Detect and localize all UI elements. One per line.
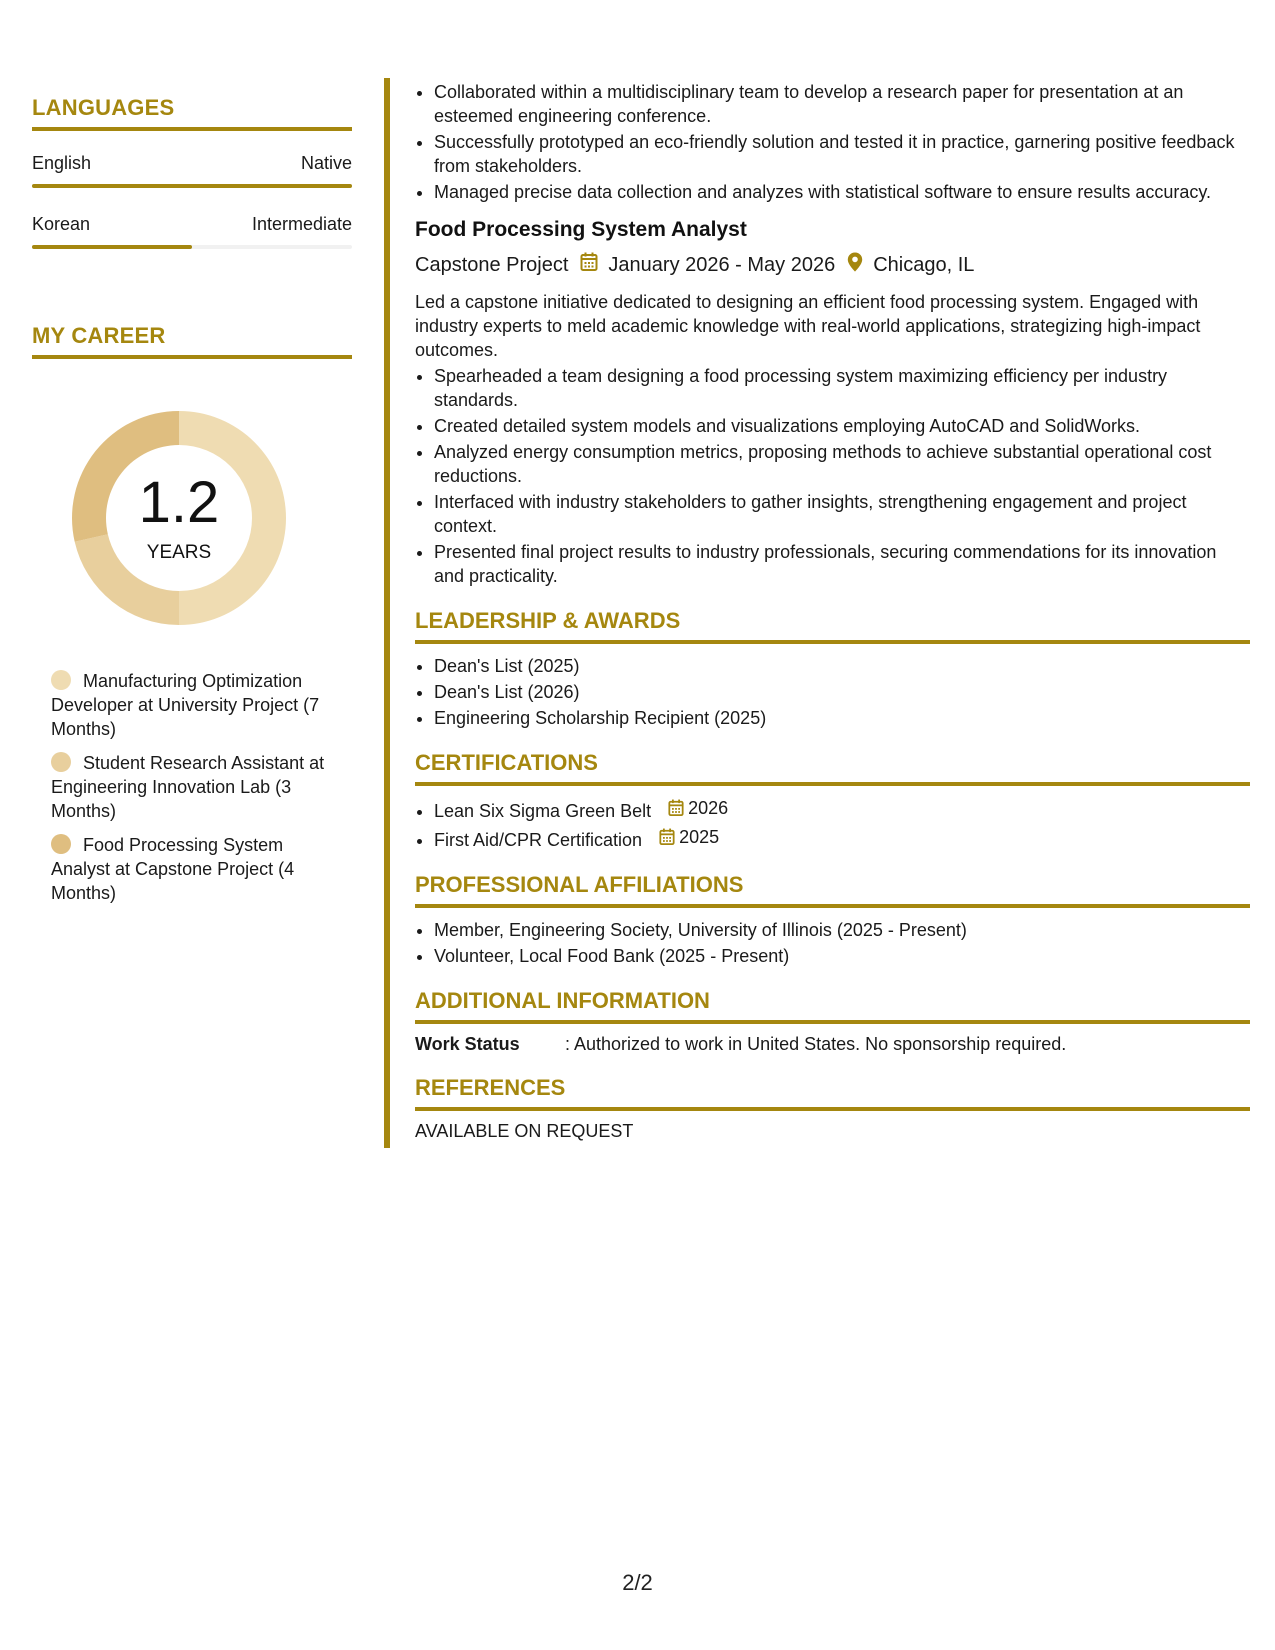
affiliations-list [415,918,1250,968]
career-donut-chart [64,403,294,633]
list-item: • Dean's List (2026) [434,680,1250,704]
list-item: • Presented final project results to industry professionals, securing commendations for its innovation and practicality. [434,540,1250,588]
leadership-list [415,654,1250,730]
certification-item: • Lean Six Sigma Green Belt 2026 [434,796,1250,823]
list-item: • Dean's List (2025) [434,654,1250,678]
list-item: • Analyzed energy consumption metrics, proposing methods to achieve substantial operational cost reductions. [434,440,1250,488]
previous-job-bullets [415,80,1250,204]
job-bullets [415,364,1250,588]
right-column [415,80,1250,1142]
job-description: Led a capstone initiative dedicated to designing an efficient food processing system. Engaged with industry experts to meld academic knowledge with real-world applications, strategizing high-impact outcomes. [415,292,1201,360]
references-text: AVAILABLE ON REQUEST [415,1121,634,1141]
left-column [32,95,352,915]
calendar-icon [659,828,675,846]
career-total-value: 1.2 [138,470,220,535]
list-item: • Created detailed system models and visualizations employing AutoCAD and SolidWorks. [434,414,1250,438]
list-item: • Interfaced with industry stakeholders to gather insights, strengthening engagement and project context. [434,490,1250,538]
work-status-value: : Authorized to work in United States. No sponsorship required. [565,1034,1067,1054]
job-title: Food Processing System Analyst [415,218,747,241]
list-item: • Volunteer, Local Food Bank (2025 - Present) [434,944,1250,968]
page-number: 2/2 [622,1570,653,1595]
career-legend-item: Manufacturing Optimization Developer at University Project (7 Months) [51,671,320,739]
job-meta [415,252,1250,278]
list-item: • Spearheaded a team designing a food processing system maximizing efficiency per industry standards. [434,364,1250,412]
list-item: • Collaborated within a multidisciplinary team to develop a research paper for presentation at an esteemed engineering conference. [434,80,1250,128]
certification-year: 2026 [688,798,729,818]
certifications-list [415,796,1250,852]
language-name: English [32,153,92,173]
certification-item: • First Aid/CPR Certification 2025 [434,825,1250,852]
legend-dot-icon [51,834,71,854]
column-divider [384,78,390,1148]
language-name: Korean [32,214,91,234]
language-bar [32,184,352,188]
legend-dot-icon [51,752,71,772]
location-pin-icon [847,252,863,278]
language-level: Intermediate [251,214,352,234]
career-total-unit: YEARS [146,542,212,563]
list-item: • Successfully prototyped an eco-friendly solution and tested it in practice, garnering positive feedback from stakeholders. [434,130,1250,178]
list-item: • Member, Engineering Society, University of Illinois (2025 - Present) [434,918,1250,942]
certifications-title: CERTIFICATIONS [415,750,1250,786]
career-legend-item: Food Processing System Analyst at Capstone Project (4 Months) [51,835,295,903]
career-legend [51,669,341,905]
language-bar [32,245,352,249]
leadership-title: LEADERSHIP & AWARDS [415,608,1250,644]
references-title: REFERENCES [415,1075,1250,1111]
list-item: • Engineering Scholarship Recipient (2025) [434,706,1250,730]
job-location: Chicago, IL [873,253,975,276]
list-item: • Managed precise data collection and analyzes with statistical software to ensure results accuracy. [434,180,1250,204]
legend-dot-icon [51,670,71,690]
job-dates: January 2026 - May 2026 [608,253,836,276]
work-status-row [415,1034,1250,1055]
job-company: Capstone Project [415,253,569,276]
additional-info-title: ADDITIONAL INFORMATION [415,988,1250,1024]
affiliations-title: PROFESSIONAL AFFILIATIONS [415,872,1250,908]
certification-year: 2025 [679,827,720,847]
work-status-label: Work Status [415,1034,520,1054]
language-item-korean [32,214,352,249]
language-bar-fill [32,184,352,188]
language-level: Native [300,153,352,173]
career-legend-item: Student Research Assistant at Engineering Innovation Lab (3 Months) [51,753,325,821]
language-item-english [32,153,352,188]
languages-title: LANGUAGES [32,95,352,131]
language-bar-fill [32,245,192,249]
calendar-icon [580,252,598,278]
career-title: MY CAREER [32,323,352,359]
calendar-icon [668,799,684,817]
